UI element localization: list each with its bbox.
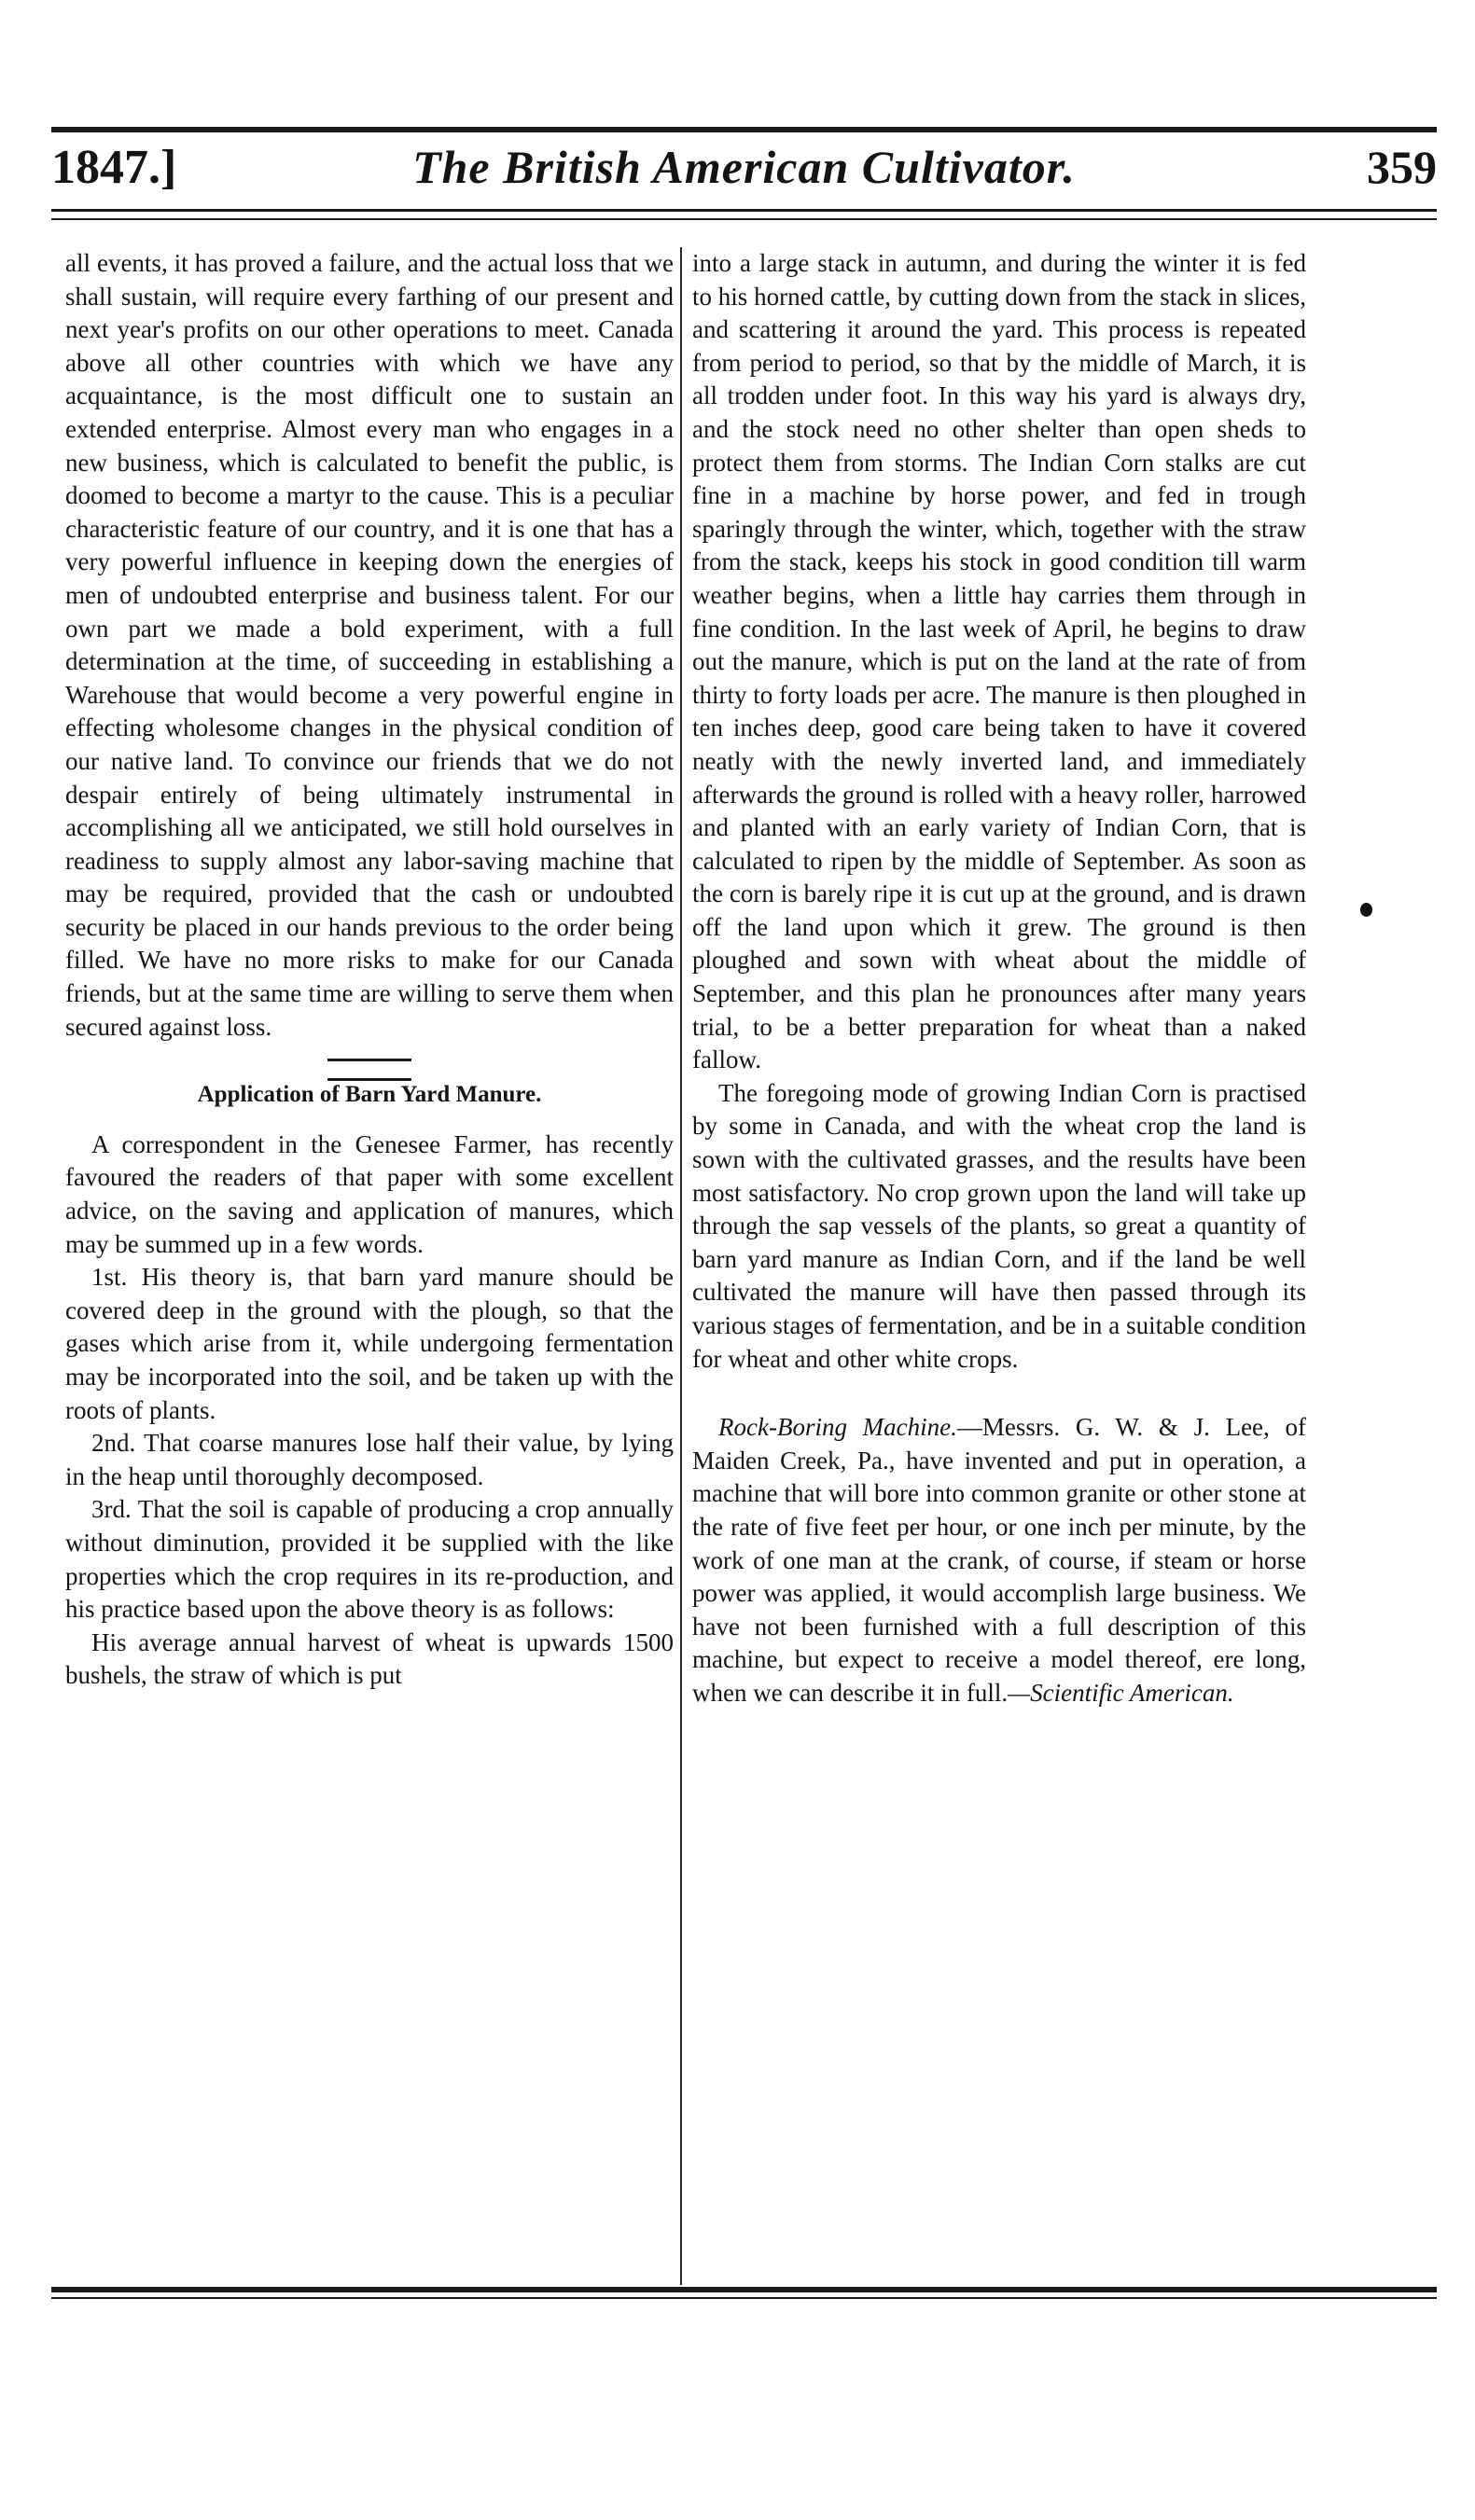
left-paragraph-6: His average annual harvest of wheat is upwards 1500 bushels, the straw of which is put bbox=[65, 1627, 674, 1690]
right-paragraph-1: into a large stack in autumn, and during the winter it is fed to his horned cattle, by cutting down from the stack in slices, and scattering it around the yard. This process is repeated from period to period, so that by the middle of March, it is all trodden under foot. In this way his yard is always dry, and the stock need no other shelter than open sheds to protect them from storms. The Indian Corn stalks are cut fine in a machine by horse power, and fed in trough sparingly through the winter, which, together with the straw from the stack, keeps his stock in good condition till warm weather begins, when a little hay carries them through in fine condition. In the last week of April, he begins to draw out the manure, which is put on the land at the rate of from thirty to forty loads per acre. The manure is then ploughed in ten inches deep, good care being taken to have it covered neatly with the newly inverted land, and immediately afterwards the ground is rolled with a heavy roller, harrowed and planted with an early variety of Indian Corn, that is calculated to ripen by the middle of September. As soon as the corn is barely ripe it is cut up at the ground, and is drawn off the land upon which it grew. The ground is then ploughed and sown with wheat about the middle of September, and this plan he pronounces after many years trial, to be a better preparation for wheat than a naked fallow. bbox=[692, 249, 1306, 1074]
article-source: —Scientific American. bbox=[1008, 1678, 1234, 1707]
ink-blot bbox=[1360, 903, 1372, 917]
right-paragraph-3 bbox=[692, 1411, 1306, 1710]
left-column bbox=[65, 247, 674, 1693]
header-rule-thick bbox=[51, 209, 1437, 212]
header-rule-thin bbox=[51, 218, 1437, 220]
right-paragraph-2: The foregoing mode of growing Indian Corn is practised by some in Canada, and with the wheat crop the land is sown with the cultivated grasses, and the results have been most satisfactory. No crop grown upon the land will take up through the sap vessels of the plants, so great a quantity of barn yard manure as Indian Corn, and if the land be well cultivated the manure will have then passed through its various stages of fermentation, and be in a suitable condition for wheat and other white crops. bbox=[692, 1078, 1306, 1373]
page-header bbox=[51, 140, 1437, 205]
left-paragraph-3: 1st. His theory is, that barn yard manure should be covered deep in the ground with the plough, so that the gases which arise from it, while undergoing fermentation may be incorporated into the soil, and be taken up with the roots of plants. bbox=[65, 1263, 674, 1424]
header-year: 1847.] bbox=[51, 141, 177, 194]
header-page-number: 359 bbox=[1367, 141, 1437, 193]
footer-rule-thick bbox=[51, 2287, 1437, 2292]
article-body-rock-boring: —Messrs. G. W. & J. Lee, of Maiden Creek, Pa., have invented and put in operation, a machine that will bore into common granite or other stone at the rate of five feet per hour, or one inch per minute, by the work of one man at the crank, of course, if steam or horse power was applied, it would accomplish large business. We have not been furnished with a full description of this machine, but expect to receive a model thereof, ere long, when we can describe it in full. bbox=[692, 1413, 1307, 1707]
article-title-rock-boring: Rock-Boring Machine. bbox=[718, 1413, 957, 1442]
left-paragraph-2: A correspondent in the Genesee Farmer, has recently favoured the readers of that paper with some excellent advice, on the saving and application of manures, which may be summed up in a few words. bbox=[65, 1129, 674, 1258]
header-title: The British American Cultivator. bbox=[412, 141, 1076, 193]
right-column bbox=[692, 247, 1306, 1710]
footer-rule-thin bbox=[51, 2297, 1437, 2299]
left-paragraph-5: 3rd. That the soil is capable of producing a crop annually without diminution, provided it be supplied with the like properties which the crop requires in its re-production, and his practice based upon the above theory is as follows: bbox=[65, 1495, 674, 1624]
section-heading: Application of Barn Yard Manure. bbox=[65, 1078, 674, 1112]
section-separator bbox=[327, 1059, 411, 1061]
header-top-rule bbox=[51, 127, 1437, 132]
left-paragraph-4: 2nd. That coarse manures lose half their value, by lying in the heap until thoroughly decomposed. bbox=[65, 1429, 674, 1490]
left-paragraph-1: all events, it has proved a failure, and the actual loss that we shall sustain, will require every farthing of our present and next year's profits on our other operations to meet. Canada above all other countries with which we have any acquaintance, is the most difficult one to sustain an extended enterprise. Almost every man who engages in a new business, which is calculated to benefit the public, is doomed to become a martyr to the cause. This is a peculiar characteristic feature of our country, and it is one that has a very powerful influence in keeping down the energies of men of undoubted enterprise and business talent. For our own part we made a bold experiment, with a full determination at the time, of succeeding in establishing a Warehouse that would become a very powerful engine in effecting wholesome changes in the physical condition of our native land. To convince our friends that we do not despair entirely of being ultimately instrumental in accomplishing all we anticipated, we still hold ourselves in readiness to supply almost any labor-saving machine that may be required, provided that the cash or undoubted security be placed in our hands previous to the order being filled. We have no more risks to make for our Canada friends, but at the same time are willing to serve them when secured against loss. bbox=[65, 249, 674, 1041]
column-divider bbox=[680, 247, 682, 2285]
